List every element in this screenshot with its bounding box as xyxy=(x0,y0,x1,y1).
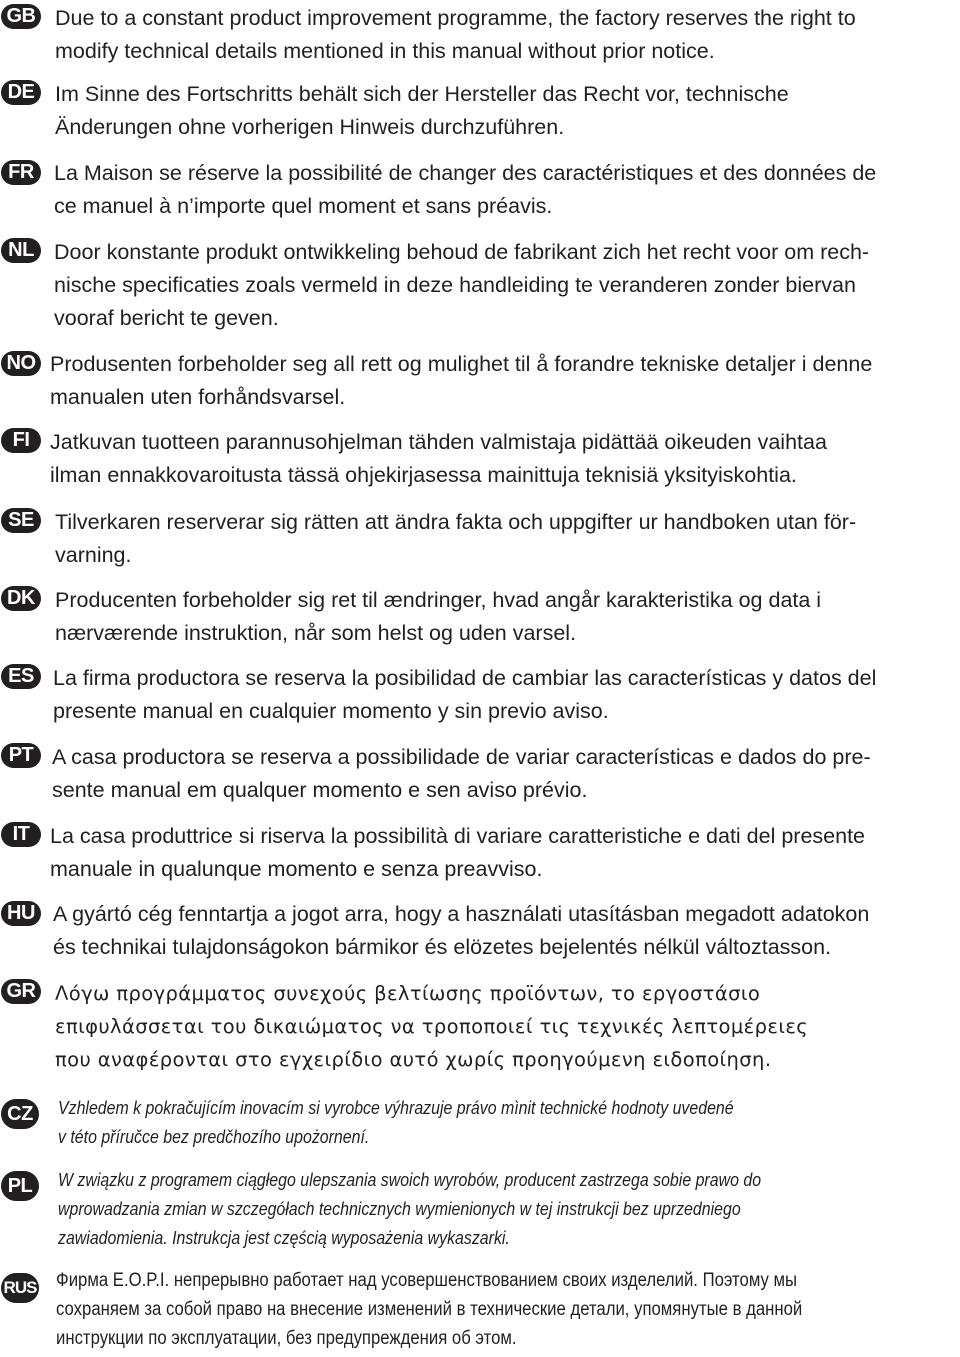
language-badge-cz: CZ xyxy=(1,1099,39,1129)
language-badge-no: NO xyxy=(1,351,41,376)
notice-text-nl: Door konstante produkt ontwikkeling behoud de fabrikant zich het recht voor om rech- nische specificaties zoals vermeld in deze handleiding te veranderen zonder biervan vooraf bericht te geven. xyxy=(54,240,870,330)
language-badge-de: DE xyxy=(1,80,41,105)
notice-text-pt: A casa productora se reserva a possibilidade de variar características e dados do pre- sente manual em qualquer momento e sen aviso prévio. xyxy=(52,745,871,802)
notice-text-rus: Фирма E.O.P.I. непрерывно работает над усовершенствованием своих изделелий. Поэтому мы сохраняем за собой право на внесение изменений в технические детали, упомянутые в данной инструкции по эксплуатации, без предупреждения об этом. xyxy=(56,1270,803,1349)
language-badge-hu: HU xyxy=(1,901,41,926)
language-badge-it: IT xyxy=(1,822,41,847)
notice-text-pl: W związku z programem ciągłego ulepszania swoich wyrobów, producent zastrzega sobie prawo do wprowadzania zmian w szczegółach technicznych wymienionych w tej instrukcji bez uprzedniego zawiadomienia. Instrukcja jest częścią wyposażenia wykaszarki. xyxy=(58,1169,762,1248)
notice-text-cz: Vzhledem k pokračujícím inovacím si vyrobce výhrazuje právo mìnit technické hodnoty uvedené v této příručce bez predčhozího upożornení. xyxy=(58,1097,734,1147)
notice-text-de: Im Sinne des Fortschritts behält sich der Hersteller das Recht vor, technische Änderungen ohne vorherigen Hinweis durchzuführen. xyxy=(55,82,789,139)
language-badge-es: ES xyxy=(1,664,41,689)
language-badge-fr: FR xyxy=(1,160,41,185)
language-badge-pt: PT xyxy=(1,743,41,768)
language-badge-pl: PL xyxy=(1,1171,39,1201)
language-badge-nl: NL xyxy=(1,238,41,263)
notice-text-gr: Λόγω προγράμματος συνεχούς βελτίωσης προϊόντων, το εργοστάσιο επιφυλάσσεται του δικαιώματος να τροποποιεί τις τεχνικές λεπτομέρειες που αναφέρονται στο εγχειρίδιο αυτό χωρίς προηγούμενη ειδοποίηση. xyxy=(55,982,809,1071)
notice-text-se: Tilverkaren reserverar sig rätten att ändra fakta och uppgifter ur handboken utan för- varning. xyxy=(55,510,857,567)
notice-text-it: La casa produttrice si riserva la possibilità di variare caratteristiche e dati del presente manuale in qualunque momento e senza preavviso. xyxy=(50,824,866,881)
notice-text-no: Produsenten forbeholder seg all rett og mulighet til å forandre tekniske detaljer i denne manualen uten forhåndsvarsel. xyxy=(50,352,873,409)
language-badge-se: SE xyxy=(1,508,41,533)
language-badge-gb: GB xyxy=(1,4,41,29)
language-badge-dk: DK xyxy=(1,586,41,611)
language-badge-gr: GR xyxy=(1,979,41,1004)
notice-text-gb: Due to a constant product improvement programme, the factory reserves the right to modify technical details mentioned in this manual without prior notice. xyxy=(55,6,856,63)
notice-text-hu: A gyártó cég fenntartja a jogot arra, hogy a használati utasításban megadott adatokon és technikai tulajdonságokon bármikor és elözetes bejelentés nélkül változtasson. xyxy=(53,902,870,959)
language-badge-rus: RUS xyxy=(1,1273,39,1303)
notice-text-es: La firma productora se reserva la posibilidad de cambiar las características y datos del presente manual en cualquier momento y sin previo aviso. xyxy=(53,666,877,723)
notice-text-dk: Producenten forbeholder sig ret til ændringer, hvad angår karakteristika og data i nærværende instruktion, når som helst og uden varsel. xyxy=(55,588,822,645)
language-badge-fi: FI xyxy=(1,428,41,453)
notice-text-fi: Jatkuvan tuotteen parannusohjelman tähden valmistaja pidättää oikeuden vaihtaa ilman ennakkovaroitusta tässä ohjekirjasessa mainittuja teknisiä yksityiskohtia. xyxy=(50,430,827,487)
notice-text-fr: La Maison se réserve la possibilité de changer des caractéristiques et des données de ce manuel à n’importe quel moment et sans préavis. xyxy=(54,161,877,218)
